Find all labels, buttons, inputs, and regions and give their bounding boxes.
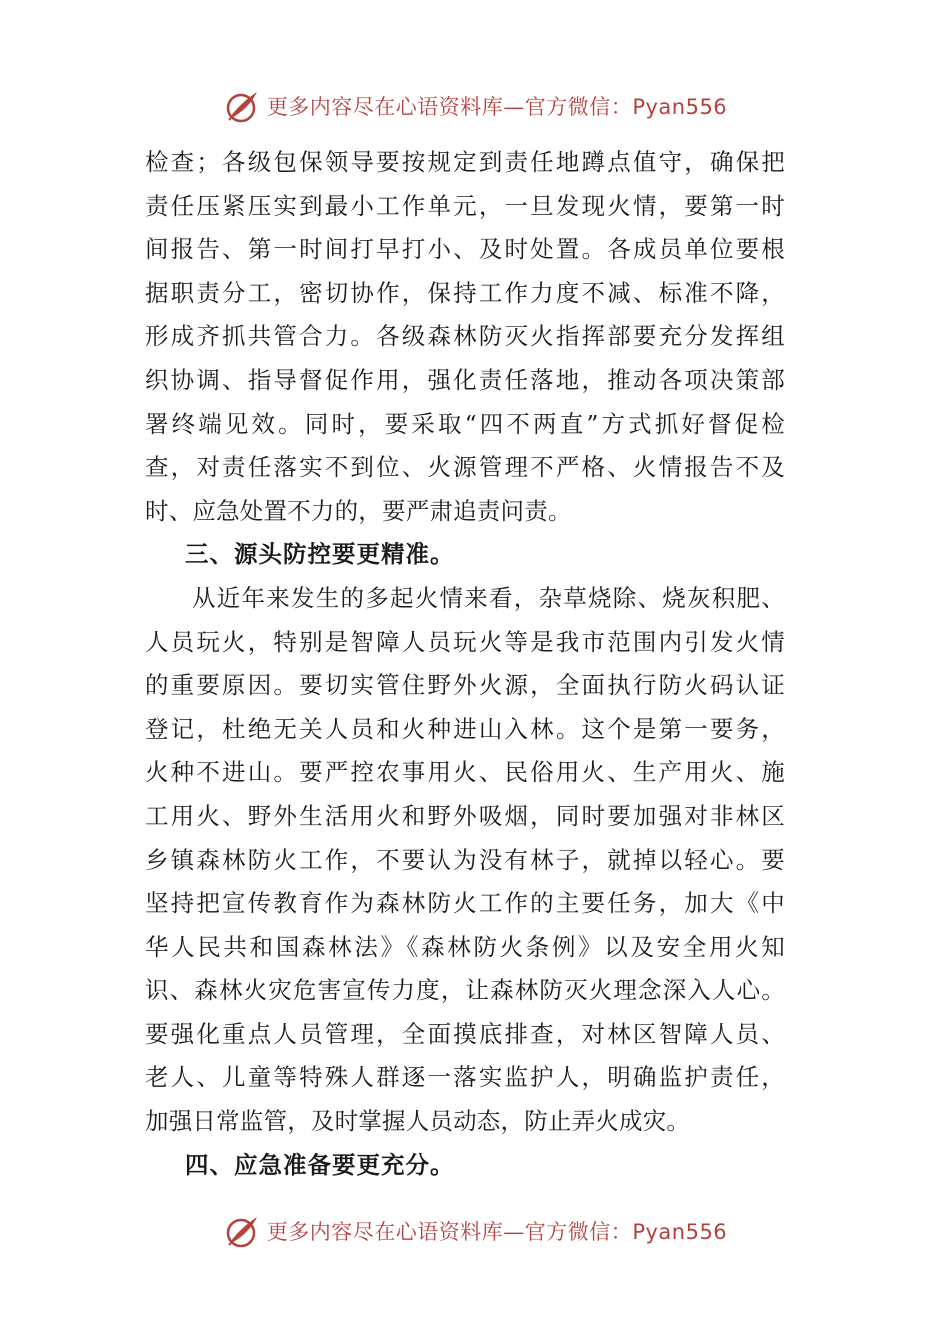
text-line: 责任压紧压实到最小工作单元，一旦发现火情，要第一时 bbox=[145, 191, 785, 220]
section-heading-4: 四、应急准备要更充分。 bbox=[185, 1150, 455, 1179]
document-body bbox=[145, 141, 785, 1187]
text-line: 工用火、野外生活用火和野外吸烟，同时要加强对非林区 bbox=[145, 801, 785, 830]
text-line: 华人民共和国森林法》《森林防火条例》以及安全用火知 bbox=[145, 932, 785, 961]
text-line: 乡镇森林防火工作，不要认为没有林子，就掉以轻心。要 bbox=[145, 845, 785, 874]
text-line: 识、森林火灾危害宣传力度，让森林防灭火理念深入人心。 bbox=[145, 976, 785, 1005]
text-line: 署终端见效。同时，要采取“四不两直”方式抓好督促检 bbox=[145, 409, 785, 438]
text-line: 检查；各级包保领导要按规定到责任地蹲点值守，确保把 bbox=[145, 148, 785, 176]
text-line: 形成齐抓共管合力。各级森林防灭火指挥部要充分发挥组 bbox=[145, 322, 785, 351]
watermark-banner-top bbox=[0, 86, 950, 126]
section-heading-3: 三、源头防控要更精准。 bbox=[185, 540, 455, 569]
text-line: 火种不进山。要严控农事用火、民俗用火、生产用火、施 bbox=[145, 758, 785, 787]
paragraph-responsibility bbox=[145, 141, 785, 533]
text-line: 从近年来发生的多起火情来看，杂草烧除、烧灰积肥、 bbox=[192, 583, 785, 612]
text-line: 老人、儿童等特殊人群逐一落实监护人，明确监护责任， bbox=[145, 1063, 785, 1092]
text-line: 据职责分工，密切协作，保持工作力度不减、标准不降， bbox=[145, 278, 785, 307]
text-line: 的重要原因。要切实管住野外火源，全面执行防火码认证 bbox=[145, 671, 785, 700]
text-line: 人员玩火，特别是智障人员玩火等是我市范围内引发火情 bbox=[145, 627, 785, 656]
watermark-text: 更多内容尽在心语资料库—官方微信：Pyan556 bbox=[266, 1220, 728, 1244]
text-line: 时、应急处置不力的，要严肃追责问责。 bbox=[145, 496, 572, 525]
text-line: 加强日常监管，及时掌握人员动态，防止弄火成灾。 bbox=[145, 1107, 691, 1136]
text-line: 织协调、指导督促作用，强化责任落地，推动各项决策部 bbox=[145, 365, 785, 394]
paragraph-source-control bbox=[145, 577, 785, 1144]
text-line: 坚持把宣传教育作为森林防火工作的主要任务，加大《中 bbox=[145, 889, 785, 918]
text-line: 要强化重点人员管理，全面摸底排查，对林区智障人员、 bbox=[145, 1019, 785, 1048]
quill-logo-icon bbox=[223, 1211, 263, 1251]
watermark-banner-bottom bbox=[0, 1211, 950, 1251]
text-line: 查，对责任落实不到位、火源管理不严格、火情报告不及 bbox=[145, 453, 785, 482]
text-line: 间报告、第一时间打早打小、及时处置。各成员单位要根 bbox=[145, 235, 785, 264]
watermark-text: 更多内容尽在心语资料库—官方微信：Pyan556 bbox=[266, 95, 728, 119]
text-line: 登记，杜绝无关人员和火种进山入林。这个是第一要务， bbox=[145, 714, 785, 743]
quill-logo-icon bbox=[223, 86, 263, 126]
